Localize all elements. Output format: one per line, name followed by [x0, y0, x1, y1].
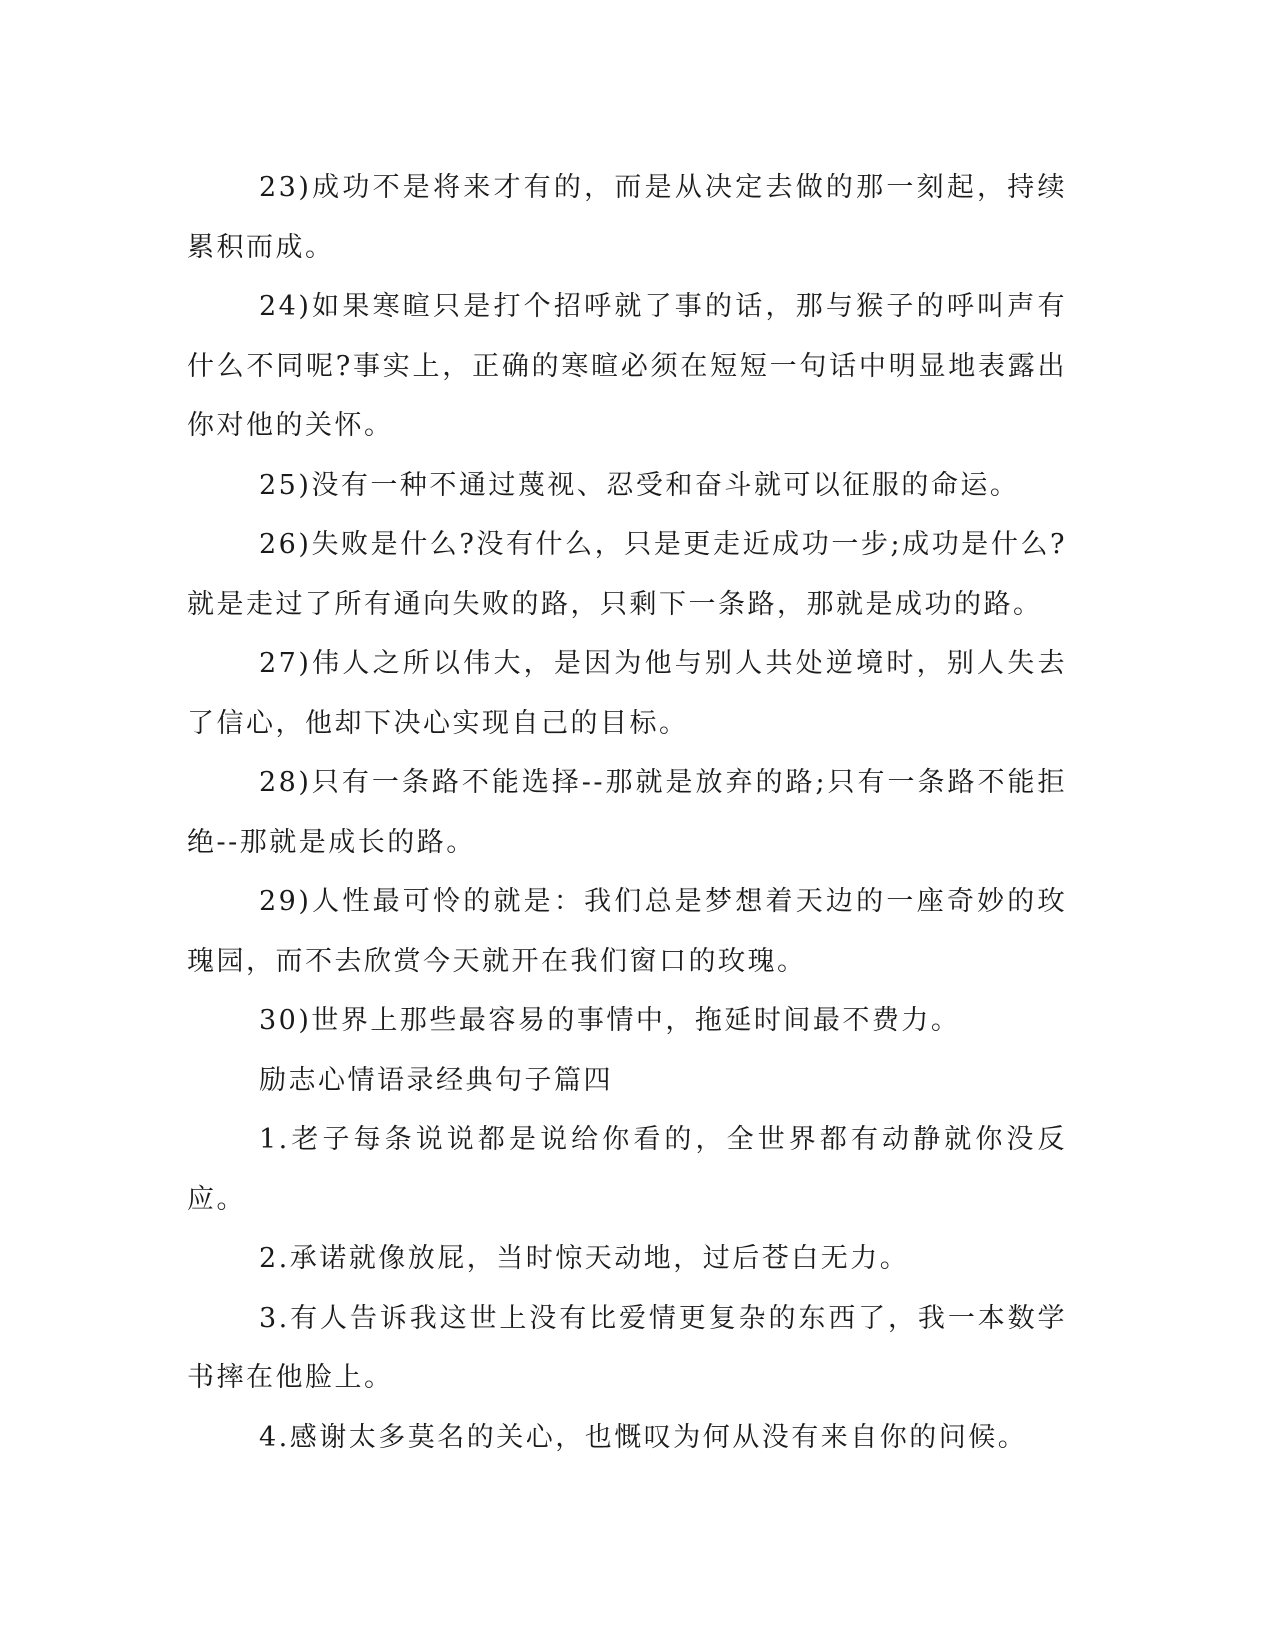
quote-28: 28)只有一条路不能选择--那就是放弃的路;只有一条路不能拒绝--那就是成长的路。: [187, 767, 1067, 858]
section-quote-1: 1.老子每条说说都是说给你看的，全世界都有动静就你没反应。: [187, 1124, 1067, 1215]
quote-29: 29)人性最可怜的就是：我们总是梦想着天边的一座奇妙的玫瑰园，而不去欣赏今天就开在我们窗口的玫瑰。: [187, 886, 1067, 977]
document-body: [187, 158, 1067, 1467]
quote-23: 23)成功不是将来才有的，而是从决定去做的那一刻起，持续累积而成。: [187, 172, 1067, 263]
section-quote-3: 3.有人告诉我这世上没有比爱情更复杂的东西了，我一本数学书摔在他脸上。: [187, 1302, 1067, 1393]
section-heading: 励志心情语录经典句子篇四: [259, 1064, 613, 1096]
quote-24: 24)如果寒暄只是打个招呼就了事的话，那与猴子的呼叫声有什么不同呢?事实上，正确的寒暄必须在短短一句话中明显地表露出你对他的关怀。: [187, 291, 1067, 441]
quote-30: 30)世界上那些最容易的事情中，拖延时间最不费力。: [259, 1005, 961, 1036]
quote-26: 26)失败是什么?没有什么，只是更走近成功一步;成功是什么?就是走过了所有通向失败的路，只剩下一条路，那就是成功的路。: [187, 529, 1067, 620]
section-quote-4: 4.感谢太多莫名的关心，也慨叹为何从没有来自你的问候。: [259, 1421, 1028, 1453]
section-quote-2: 2.承诺就像放屁，当时惊天动地，过后苍白无力。: [259, 1243, 910, 1274]
quote-25: 25)没有一种不通过蔑视、忍受和奋斗就可以征服的命运。: [259, 469, 1020, 501]
quote-27: 27)伟人之所以伟大，是因为他与别人共处逆境时，别人失去了信心，他却下决心实现自己的目标。: [187, 648, 1067, 739]
